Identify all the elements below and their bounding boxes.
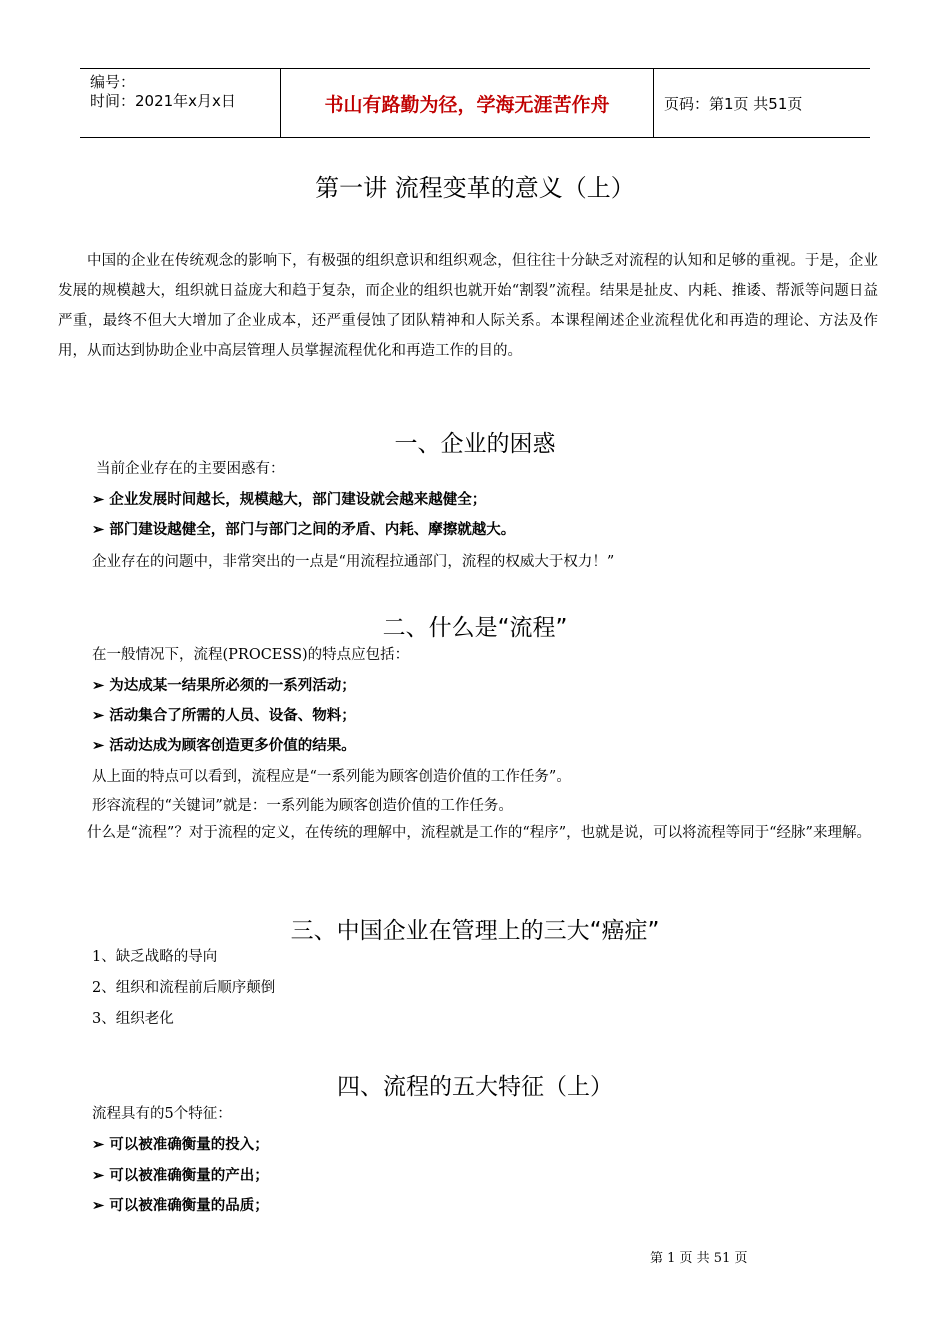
section2-bullet-1 <box>92 676 356 696</box>
section1-bullet-1 <box>92 490 486 510</box>
header-motto: 书山有路勤为径，学海无涯苦作舟 <box>280 69 654 137</box>
section4-heading: 四、流程的五大特征（上） <box>337 1074 613 1100</box>
bullet-arrow-icon: ➢ <box>92 491 105 508</box>
section4-bullet-3 <box>92 1196 269 1216</box>
bullet-text: 可以被准确衡量的品质； <box>109 1197 269 1214</box>
bullet-arrow-icon: ➢ <box>92 1167 105 1184</box>
bullet-arrow-icon: ➢ <box>92 1136 105 1153</box>
section3-heading: 三、中国企业在管理上的三大“癌症” <box>290 918 660 944</box>
bullet-arrow-icon: ➢ <box>92 677 105 694</box>
section3-item-3: 3、组织老化 <box>92 1011 174 1027</box>
intro-paragraph: 中国的企业在传统观念的影响下，有极强的组织意识和组织观念，但往往十分缺乏对流程的认知和足够的重视。于是，企业发展的规模越大，组织就日益庞大和趋于复杂，而企业的组织也就开始“割裂”流程。结果是扯皮、内耗、推诿、帮派等问题日益严重，最终不但大大增加了企业成本，还严重侵蚀了团队精神和人际关系。本课程阐述企业流程优化和再造的理论、方法及作用，从而达到协助企业中高层管理人员掌握流程优化和再造工作的目的。 <box>58 253 878 359</box>
section1-bullet-2 <box>92 520 515 540</box>
section2-bullet-3 <box>92 736 356 756</box>
page-header <box>80 68 870 138</box>
bullet-arrow-icon: ➢ <box>92 521 105 538</box>
section2-definition-paragraph: 什么是“流程”？对于流程的定义，在传统的理解中，流程就是工作的“程序”，也就是说，可以将流程等同于“经脉”来理解。 <box>87 825 871 841</box>
section2-bullet-2 <box>92 706 356 726</box>
section1-note: 企业存在的问题中，非常突出的一点是“用流程拉通部门，流程的权威大于权力！” <box>92 554 615 570</box>
bullet-arrow-icon: ➢ <box>92 707 105 724</box>
section2-line-1: 从上面的特点可以看到，流程应是“一系列能为顾客创造价值的工作任务”。 <box>92 769 571 785</box>
section4-bullet-2 <box>92 1166 269 1186</box>
section2-line-2: 形容流程的“关键词”就是：一系列能为顾客创造价值的工作任务。 <box>92 798 513 814</box>
bullet-text: 可以被准确衡量的产出； <box>109 1167 269 1184</box>
section1-lead: 当前企业存在的主要困惑有： <box>96 461 285 477</box>
bullet-text: 可以被准确衡量的投入； <box>109 1136 269 1153</box>
section4-bullet-1 <box>92 1135 269 1155</box>
page-footer: 第 1 页 共 51 页 <box>650 1251 748 1266</box>
bullet-text: 活动集合了所需的人员、设备、物料； <box>109 707 356 724</box>
header-number-label: 编号： <box>90 73 136 91</box>
section2-heading: 二、什么是“流程” <box>382 615 568 641</box>
bullet-text: 活动达成为顾客创造更多价值的结果。 <box>109 737 356 754</box>
section1-heading: 一、企业的困惑 <box>394 431 556 457</box>
document-title: 第一讲 流程变革的意义（上） <box>315 174 635 202</box>
bullet-text: 部门建设越健全，部门与部门之间的矛盾、内耗、摩擦就越大。 <box>109 521 516 538</box>
section2-lead: 在一般情况下，流程(PROCESS)的特点应包括： <box>92 647 410 663</box>
bullet-text: 为达成某一结果所必须的一系列活动； <box>109 677 356 694</box>
section3-item-1: 1、缺乏战略的导向 <box>92 949 218 965</box>
section4-lead: 流程具有的5个特征： <box>92 1106 232 1122</box>
bullet-arrow-icon: ➢ <box>92 737 105 754</box>
bullet-arrow-icon: ➢ <box>92 1197 105 1214</box>
section3-item-2: 2、组织和流程前后顺序颠倒 <box>92 980 276 996</box>
header-page-info: 页码：第1页 共51页 <box>664 94 803 113</box>
header-meta <box>80 69 280 137</box>
bullet-text: 企业发展时间越长，规模越大，部门建设就会越来越健全； <box>109 491 487 508</box>
header-date-label: 时间：2021年x月x日 <box>90 92 236 110</box>
